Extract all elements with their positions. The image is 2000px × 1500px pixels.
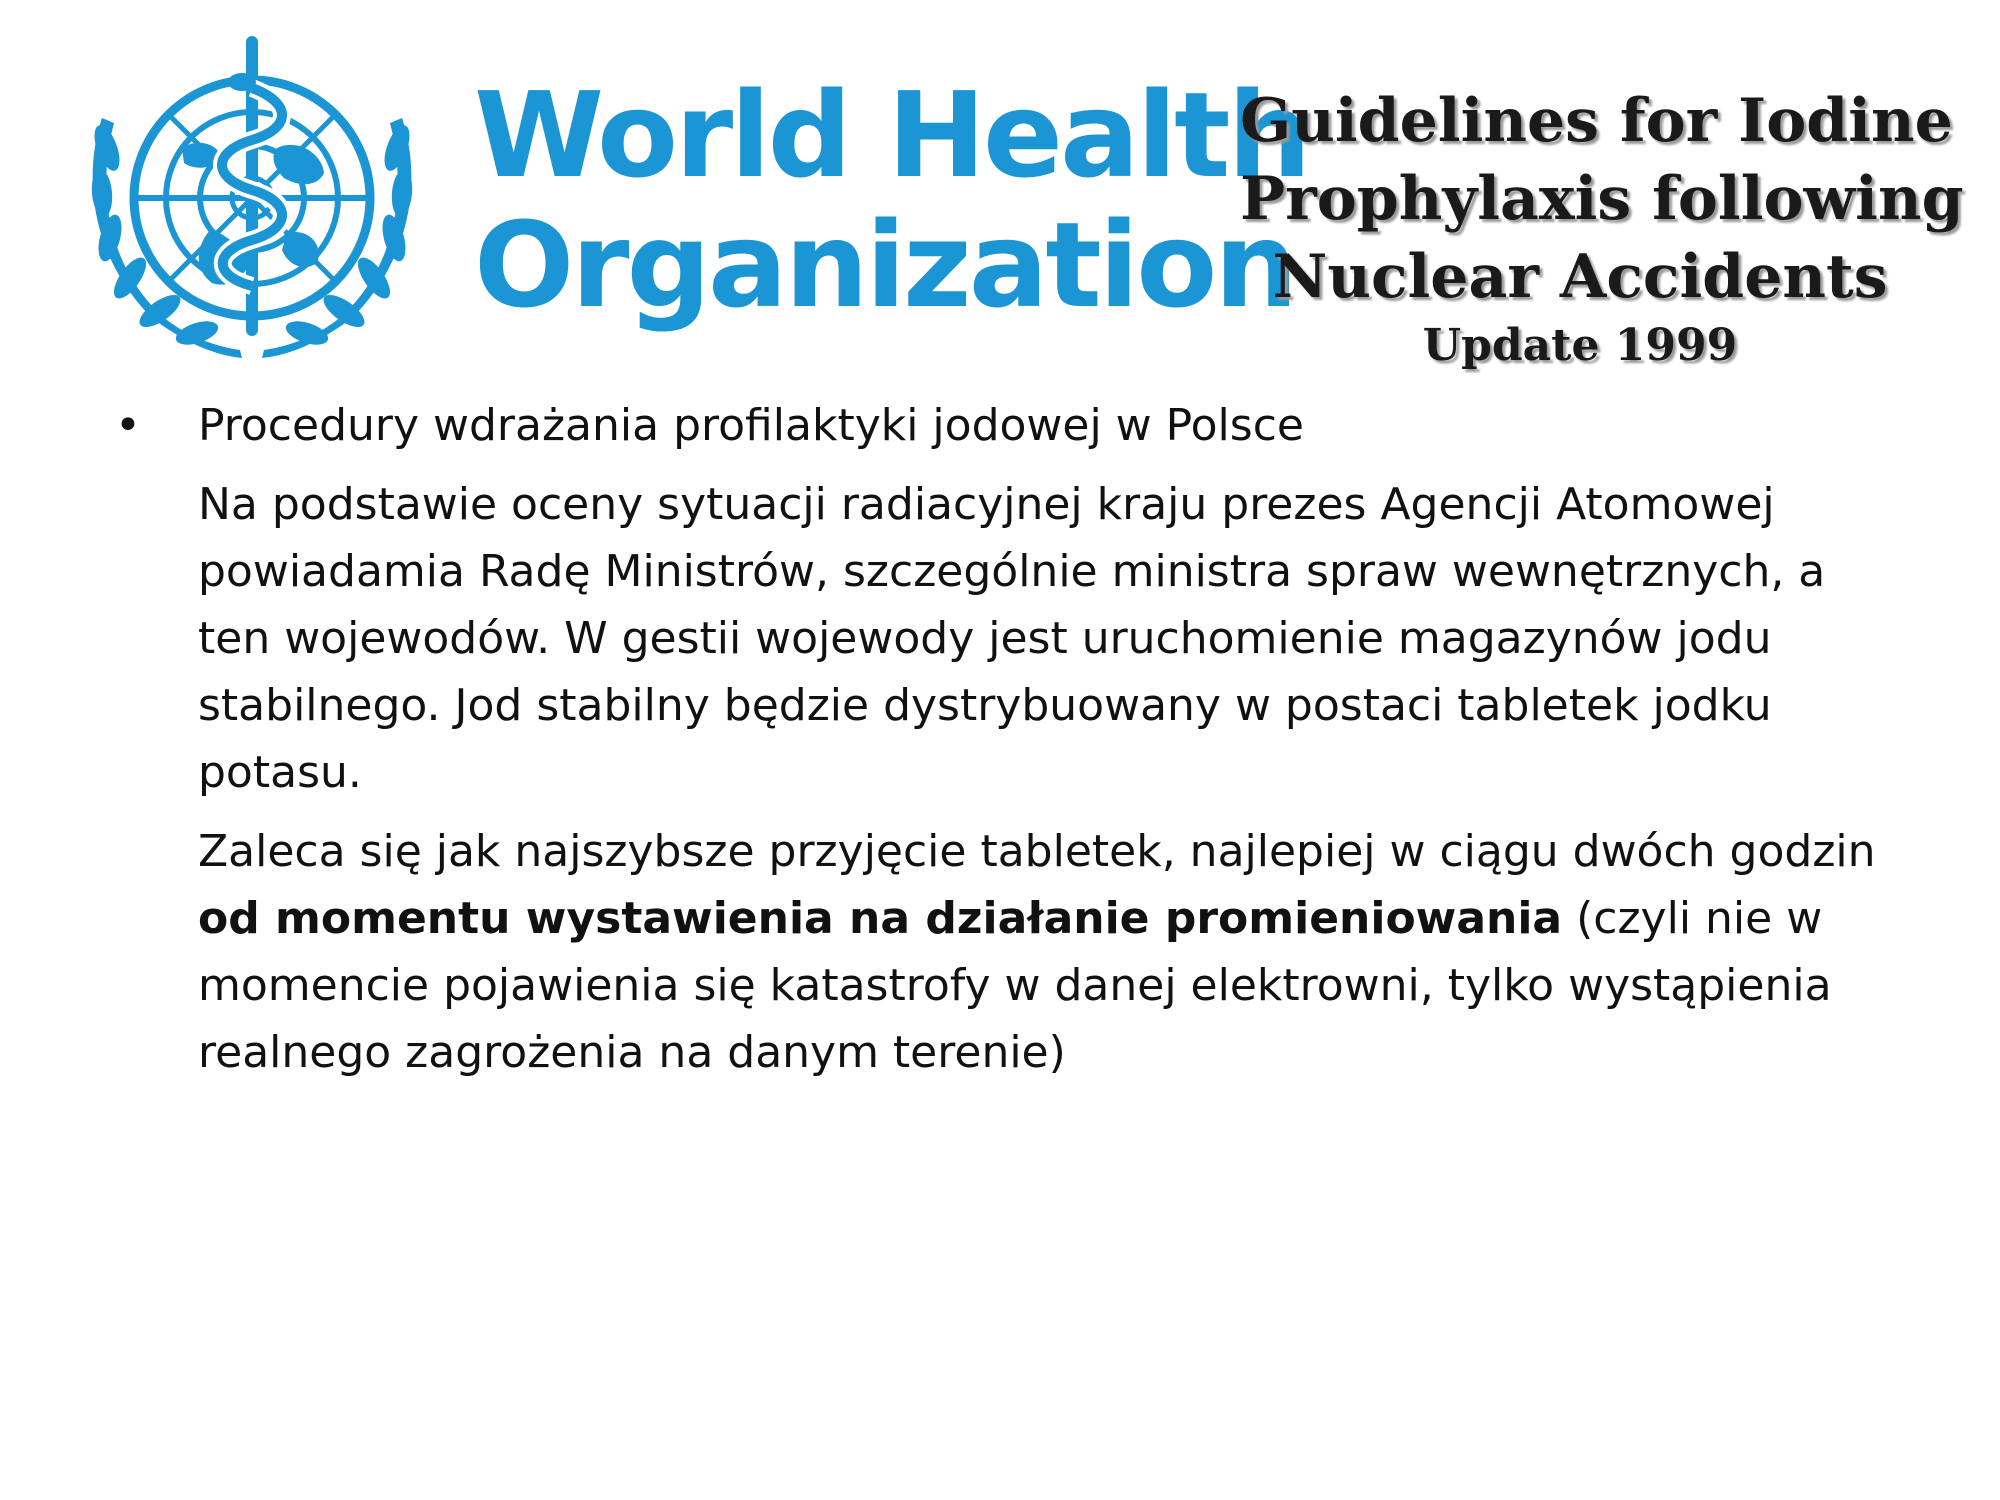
paragraph-2-line-rest: (czyli nie w: [1562, 893, 1823, 944]
guidelines-title-line-3: Nuclear Accidents: [1272, 242, 1888, 312]
paragraph-1-line: stabilnego. Jod stabilny będzie dystrybuowany w postaci tabletek jodku: [198, 680, 1772, 731]
guidelines-update: Update 1999: [1422, 320, 1738, 371]
bullet-text: Procedury wdrażania profilaktyki jodowej w Polsce: [198, 400, 1304, 451]
paragraph-1-line: powiadamia Radę Ministrów, szczególnie ministra spraw wewnętrznych, a: [198, 546, 1826, 597]
wordmark-line-2: Organization: [474, 196, 1296, 334]
paragraph-2-line: momencie pojawienia się katastrofy w danej elektrowni, tylko wystąpienia: [198, 960, 1832, 1011]
guidelines-title-block: [1240, 82, 1964, 376]
slide-content: [115, 392, 1915, 1086]
who-emblem-icon: [62, 28, 442, 373]
paragraph-2-line: [198, 885, 2000, 952]
paragraph-1-line: Na podstawie oceny sytuacji radiacyjnej kraju prezes Agencji Atomowej: [198, 479, 1775, 530]
who-wordmark: [474, 66, 1309, 334]
bullet-icon: •: [115, 400, 141, 451]
emphasis-text: od momentu wystawienia na działanie promieniowania: [198, 893, 1563, 944]
paragraph-1: [115, 471, 2000, 806]
paragraph-2-line: realnego zagrożenia na danym terenie): [198, 1027, 1066, 1078]
guidelines-title-line-2: Prophylaxis following: [1240, 164, 1964, 234]
guidelines-title-line-1: Guidelines for Iodine: [1240, 86, 1953, 156]
paragraph-2: [115, 818, 2000, 1086]
paragraph-1-line: ten wojewodów. W gestii wojewody jest uruchomienie magazynów jodu: [198, 613, 1772, 664]
wordmark-line-1: World Health: [474, 66, 1309, 204]
paragraph-1-line: potasu.: [198, 747, 362, 798]
bullet-item: [115, 392, 1915, 459]
paragraph-2-line: Zaleca się jak najszybsze przyjęcie tabletek, najlepiej w ciągu dwóch godzin: [198, 826, 1876, 877]
